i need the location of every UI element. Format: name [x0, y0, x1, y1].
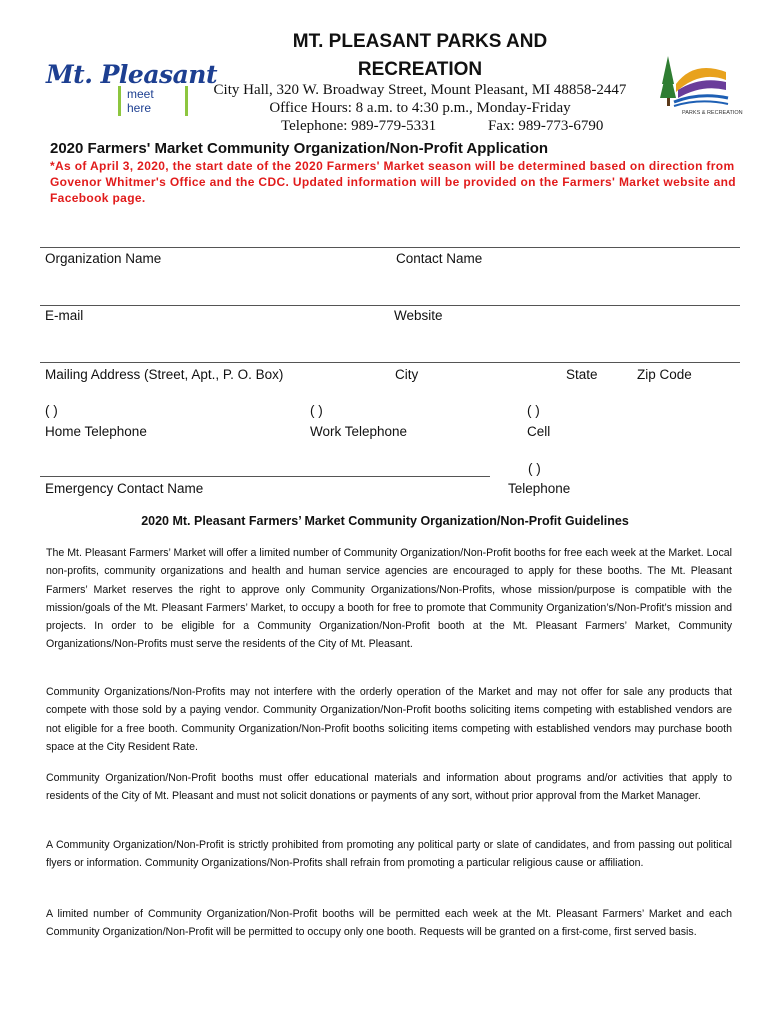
emergency-contact-field[interactable]: Emergency Contact Name [45, 481, 204, 496]
home-area-code: ( ) [45, 403, 58, 418]
logo-wordmark: Mt. Pleasant [46, 60, 218, 89]
parks-logo-caption: PARKS & RECREATION [682, 110, 743, 116]
work-telephone-field[interactable]: Work Telephone [310, 424, 408, 439]
covid-notice: *As of April 3, 2020, the start date of the 2020 Farmers' Market season will be determined based on direction from Govenor Whitmer's Office and the CDC. Updated information will be provided on the Farmers' Market website and Facebook page. [50, 159, 736, 205]
guideline-paragraph: A Community Organization/Non-Profit is strictly prohibited from promoting any political party or slate of candidates, and from passing out political flyers or information. Community Organizations/Non-Profits shall refrain from promoting a particular religious cause or affiliation. [46, 839, 732, 870]
cell-field[interactable]: Cell [527, 424, 551, 439]
page-title [230, 28, 610, 84]
emergency-telephone-field[interactable]: Telephone [508, 481, 571, 496]
guidelines-title: 2020 Mt. Pleasant Farmers’ Market Community Organization/Non-Profit Guidelines [141, 514, 629, 528]
email-field[interactable]: E-mail [45, 308, 84, 323]
fax-line: Fax: 989-773-6790 [488, 118, 604, 134]
emergency-area-code: ( ) [528, 461, 541, 476]
state-field[interactable]: State [566, 367, 598, 382]
home-telephone-field[interactable]: Home Telephone [45, 424, 147, 439]
office-hours: Office Hours: 8 a.m. to 4:30 p.m., Monday-Friday [269, 100, 571, 116]
contact-name-field[interactable]: Contact Name [396, 251, 483, 266]
form-divider [40, 476, 490, 477]
application-title: 2020 Farmers' Market Community Organization/Non-Profit Application [50, 140, 549, 157]
title-line-1: MT. PLEASANT PARKS AND [292, 31, 548, 52]
title-line-2: RECREATION [357, 59, 483, 80]
mailing-address-field[interactable]: Mailing Address (Street, Apt., P. O. Box) [45, 367, 284, 382]
form-divider [40, 305, 740, 306]
logo-tagline: meet here [118, 86, 188, 116]
guideline-paragraph: Community Organization/Non-Profit booths must offer educational materials and information about programs and/or activities that apply to residents of the City of Mt. Pleasant and must not solicit donations or payments of any sort, without prior approval from the Market Manager. [46, 772, 732, 803]
guideline-paragraph: Community Organizations/Non-Profits may not interfere with the orderly operation of the Market and may not offer for sale any products that compete with those sold by a paying vendor. Community Organization/Non-Profit booths soliciting items competing with established vendors are not eligible for a free booth. Community Organization/Non-Profit booths soliciting items competing with established vendors may purchase booth space at the City Resident Rate. [46, 686, 732, 753]
work-area-code: ( ) [310, 403, 323, 418]
telephone-line: Telephone: 989-779-5331 [281, 118, 437, 134]
organization-name-field[interactable]: Organization Name [45, 251, 162, 266]
form-divider [40, 362, 740, 363]
cell-area-code: ( ) [527, 403, 540, 418]
guideline-paragraph: The Mt. Pleasant Farmers’ Market will offer a limited number of Community Organization/Non-Profit booths for free each week at the Market. Local non-profits, community organizations and health and human service agencies are encouraged to apply for these booths. The Mt. Pleasant Farmers’ Market reserves the right to approve only Community Organizations/Non-Profits, whose mission/purpose is compatible with the mission/goals of the Mt. Pleasant Farmers’ Market, to occupy a booth for free to promote that Community Organization’s/Non-Profit’s mission and projects. In order to be eligible for a Community Organization/Non-Profit booth at the Mt. Pleasant Farmers’ Market, Community Organizations/Non-Profits must serve the residents of the City of Mt. Pleasant. [46, 547, 732, 651]
address-line: City Hall, 320 W. Broadway Street, Mount Pleasant, MI 48858-2447 [213, 82, 627, 98]
website-field[interactable]: Website [394, 308, 443, 323]
zip-code-field[interactable]: Zip Code [637, 367, 692, 382]
mt-pleasant-logo [38, 56, 218, 116]
form-divider [40, 247, 740, 248]
city-field[interactable]: City [395, 367, 419, 382]
parks-recreation-logo [660, 54, 743, 124]
guideline-paragraph: A limited number of Community Organization/Non-Profit booths will be permitted each week at the Mt. Pleasant Farmers’ Market and each Community Organization/Non-Profit will be permitted to occupy only one booth. Requests will be granted on a first-come, first served basis. [46, 908, 732, 939]
